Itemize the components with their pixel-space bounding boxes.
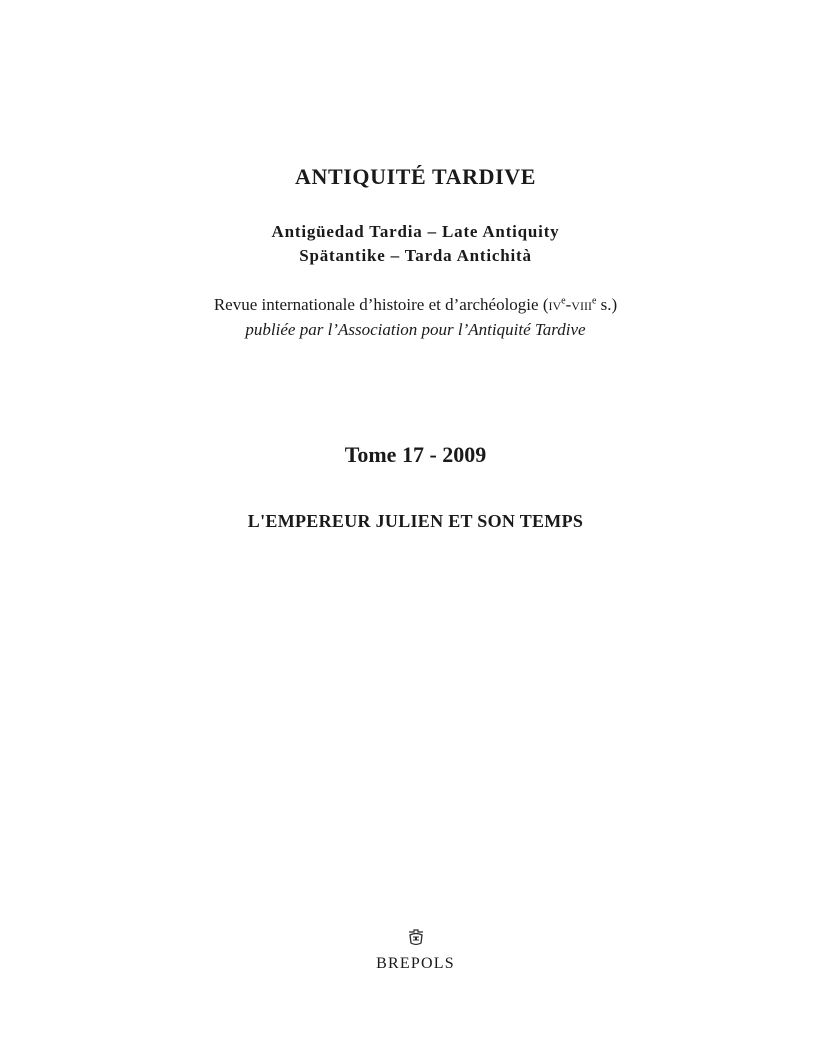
subtitle-line-2: Spätantike – Tarda Antichità — [299, 246, 532, 265]
publisher-line: publiée par l’Association pour l’Antiquité Tardive — [245, 320, 586, 339]
subtitle-line-1: Antigüedad Tardia – Late Antiquity — [271, 222, 560, 241]
volume-title: L'EMPEREUR JULIEN ET SON TEMPS — [247, 511, 584, 531]
century-start-sup: e — [561, 295, 566, 307]
journal-description — [0, 295, 831, 315]
century-start: iv — [548, 295, 562, 314]
description-text: Revue internationale d’histoire et d’archéologie ( — [213, 295, 549, 314]
century-end: viii — [571, 295, 592, 314]
volume-label: Tome 17 - 2009 — [344, 442, 487, 467]
century-end-sup: e — [591, 295, 597, 307]
century-separator: - — [565, 295, 572, 314]
publisher-name: BREPOLS — [376, 955, 455, 972]
brepols-logo-icon — [406, 928, 426, 948]
journal-title: ANTIQUITÉ TARDIVE — [294, 164, 537, 189]
description-suffix: s.) — [596, 295, 618, 314]
publisher-logo — [0, 928, 831, 953]
